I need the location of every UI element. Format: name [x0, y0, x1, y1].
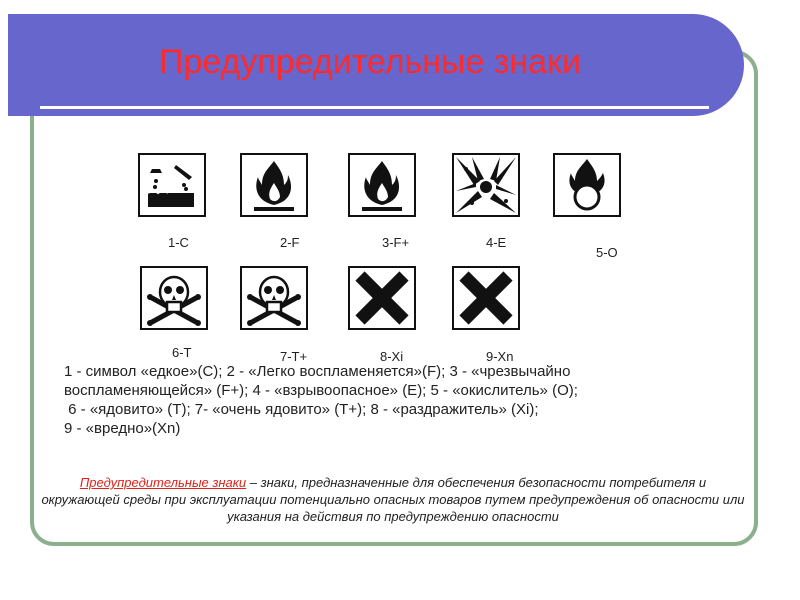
explosion-icon [454, 155, 518, 215]
sign-code: 1-C [168, 235, 189, 250]
sign-toxic [140, 266, 208, 330]
skull-crossbones-icon [142, 268, 206, 328]
sign-extremely-flammable [348, 153, 416, 217]
sign-code: 3-F+ [382, 235, 410, 250]
sign-code: 5-O [596, 245, 618, 260]
flame-icon [242, 155, 306, 215]
sign-flammable [240, 153, 308, 217]
skull-crossbones-icon [242, 268, 306, 328]
legend-line: 6 - «ядовито» (Т); 7- «очень ядовито» (Т+); 8 - «раздражитель» (Xi); [64, 401, 539, 418]
sign-corrosive [138, 153, 206, 217]
legend-line: 9 - «вредно»(Xn) [64, 420, 181, 437]
sign-very-toxic [240, 266, 308, 330]
sign-code: 8-Xi [380, 349, 404, 364]
sign-code: 2-F [280, 235, 300, 250]
sign-irritant [348, 266, 416, 330]
sign-harmful [452, 266, 520, 330]
flame-icon [350, 155, 414, 215]
banner-divider [40, 106, 709, 109]
sign-code: 9-Xn [486, 349, 514, 364]
definition-note [40, 474, 746, 525]
flame-over-circle-icon [555, 155, 619, 215]
st-andrews-cross-icon [454, 268, 518, 328]
sign-code: 4-E [486, 235, 507, 250]
legend-line: воспламеняющейся» (F+); 4 - «взрывоопасное» (Е); 5 - «окислитель» (О); [64, 382, 578, 399]
definition-text: – знаки, предназначенные для обеспечения безопасности потребителя и окружающей среды при эксплуатации потенциально опасных товаров путем предупреждения об опасности или указания на действия по предупреждению опасности [41, 475, 745, 524]
corrosive-icon [140, 155, 204, 215]
legend [64, 362, 704, 438]
st-andrews-cross-icon [350, 268, 414, 328]
page-title: Предупредительные знаки [159, 43, 581, 81]
sign-code: 7-T+ [280, 349, 308, 364]
sign-oxidizing [553, 153, 621, 217]
legend-line: 1 - символ «едкое»(С); 2 - «Легко воспламеняется»(F); 3 - «чрезвычайно [64, 363, 571, 380]
definition-term: Предупредительные знаки [79, 475, 247, 490]
sign-code: 6-T [172, 345, 192, 360]
sign-explosive [452, 153, 520, 217]
